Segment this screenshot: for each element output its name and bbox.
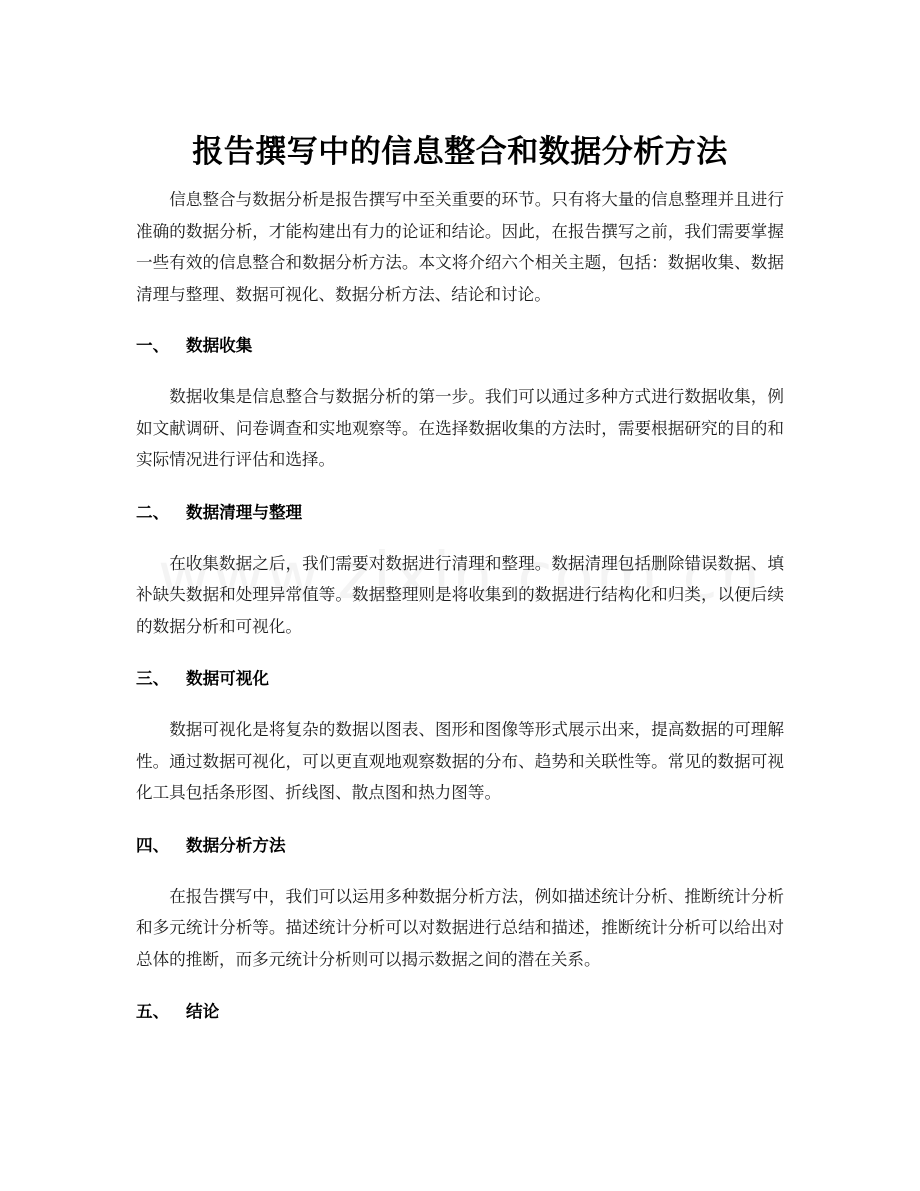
section-number: 一、 xyxy=(136,336,170,355)
section-number: 三、 xyxy=(136,669,170,688)
section-heading xyxy=(136,498,784,528)
section-paragraph: 数据收集是信息整合与数据分析的第一步。我们可以通过多种方式进行数据收集，例如文献调研、问卷调查和实地观察等。在选择数据收集的方法时，需要根据研究的目的和实际情况进行评估和选择。 xyxy=(136,387,784,469)
section-title: 结论 xyxy=(186,1002,220,1021)
section-number: 五、 xyxy=(136,1002,170,1021)
document-content xyxy=(136,184,784,1047)
section-heading xyxy=(136,331,784,361)
section-title: 数据分析方法 xyxy=(186,835,286,855)
section-3 xyxy=(136,664,784,809)
section-1 xyxy=(136,331,784,476)
section-number: 二、 xyxy=(136,502,170,522)
section-heading xyxy=(136,997,784,1027)
section-heading xyxy=(136,664,784,694)
document-title: 报告撰写中的信息整合和数据分析方法 xyxy=(192,133,728,170)
section-title: 数据收集 xyxy=(186,336,253,355)
section-5 xyxy=(136,997,784,1027)
section-paragraph: 在收集数据之后，我们需要对数据进行清理和整理。数据清理包括删除错误数据、填补缺失数据和处理异常值等。数据整理则是将收集到的数据进行结构化和归类，以便后续的数据分析和可视化。 xyxy=(136,553,784,636)
section-paragraph: 在报告撰写中，我们可以运用多种数据分析方法，例如描述统计分析、推断统计分析和多元统计分析等。描述统计分析可以对数据进行总结和描述，推断统计分析可以给出对总体的推断，而多元统计分析则可以揭示数据之间的潜在关系。 xyxy=(136,886,784,969)
section-number: 四、 xyxy=(136,835,170,855)
section-paragraph: 数据可视化是将复杂的数据以图表、图形和图像等形式展示出来，提高数据的可理解性。通过数据可视化，可以更直观地观察数据的分布、趋势和关联性等。常见的数据可视化工具包括条形图、折线图、散点图和热力图等。 xyxy=(136,720,784,802)
section-2 xyxy=(136,498,784,643)
section-title: 数据清理与整理 xyxy=(186,502,303,522)
intro-paragraph: 信息整合与数据分析是报告撰写中至关重要的环节。只有将大量的信息整理并且进行准确的数据分析，才能构建出有力的论证和结论。因此，在报告撰写之前，我们需要掌握一些有效的信息整合和数据分析方法。本文将介绍六个相关主题，包括：数据收集、数据清理与整理、数据可视化、数据分析方法、结论和讨论。 xyxy=(136,190,784,304)
section-heading xyxy=(136,831,784,861)
section-4 xyxy=(136,831,784,976)
section-title: 数据可视化 xyxy=(186,669,269,688)
